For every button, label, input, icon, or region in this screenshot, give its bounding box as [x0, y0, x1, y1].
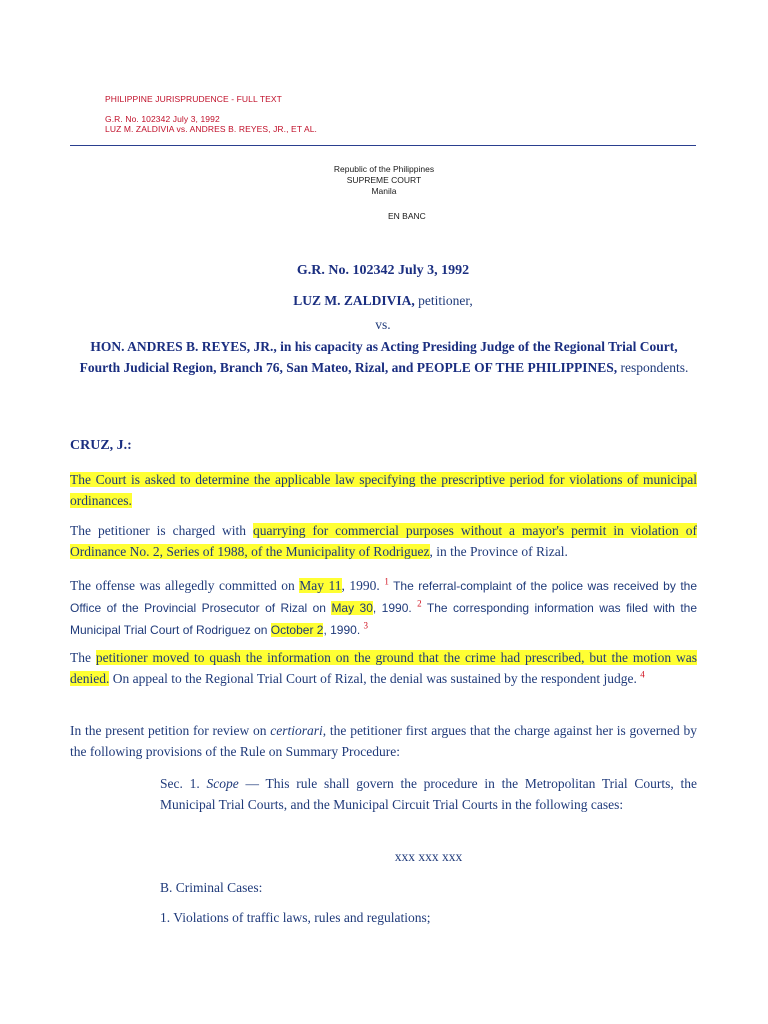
text: , 1990.	[341, 578, 385, 593]
text: — This rule shall govern the procedure in the Metropolitan Trial Courts, the Municipal Trial Courts, and the Municipal Circuit Trial Courts in the following cases:	[160, 776, 698, 812]
text: On appeal to the Regional Trial Court of Rizal, the denial was sustained by the respondent judge.	[109, 671, 641, 686]
petitioner-line	[70, 293, 696, 309]
header-case-title: LUZ M. ZALDIVIA vs. ANDRES B. REYES, JR., ET AL.	[105, 124, 318, 134]
highlight: May 30	[331, 601, 373, 615]
highlight: quarrying for commercial purposes without a mayor's permit in violation of Ordinance No. 2, Series of 1988, of the Municipality of Rodriguez	[70, 523, 697, 559]
republic-line: Republic of the Philippines	[333, 164, 435, 174]
text: The petitioner is charged with	[70, 523, 254, 538]
highlight: petitioner moved to quash the information on the ground that the crime had prescribed, but the motion was denied.	[70, 650, 697, 686]
text: The referral-complaint of the police was received by the Office of the Provincial Prosecutor of Rizal on	[70, 579, 698, 615]
footnote-4-link[interactable]: 4	[640, 669, 645, 680]
paragraph-1	[70, 469, 697, 511]
versus: vs.	[375, 317, 391, 332]
ponente: CRUZ, J.:	[70, 438, 132, 453]
text: , 1990.	[372, 601, 418, 615]
text: The offense was allegedly committed on	[70, 578, 300, 593]
collection-title: PHILIPPINE JURISPRUDENCE - FULL TEXT	[105, 94, 282, 104]
quote-criminal-cases: B. Criminal Cases:	[160, 880, 263, 895]
petitioner-role: petitioner,	[414, 293, 473, 308]
paragraph-5	[70, 720, 697, 762]
division-label: EN BANC	[388, 211, 426, 221]
emphasis: Scope	[206, 776, 239, 791]
emphasis: certiorari	[270, 723, 323, 738]
quote-item-1: 1. Violations of traffic laws, rules and regulations;	[160, 910, 431, 925]
petitioner-name: LUZ M. ZALDIVIA,	[293, 293, 415, 308]
court-name: SUPREME COURT	[346, 175, 422, 185]
text: , in the Province of Rizal.	[429, 544, 568, 559]
header-case-number: G.R. No. 102342 July 3, 1992	[105, 114, 220, 124]
case-number-title: G.R. No. 102342 July 3, 1992	[296, 263, 470, 278]
text: , 1990.	[323, 623, 364, 637]
footnote-1-link[interactable]: 1	[384, 576, 389, 587]
text: Sec. 1.	[160, 776, 207, 791]
respondent-name: HON. ANDRES B. REYES, JR., in his capacity as Acting Presiding Judge of the Regional Trial Court, Fourth Judicial Region, Branch 76, San Mateo, Rizal, and PEOPLE OF THE PHILIPPINES,	[79, 339, 678, 375]
header-divider	[70, 145, 696, 146]
text: , the petitioner first argues that the charge against her is governed by the following provisions of the Rule on Summary Procedure:	[70, 723, 697, 759]
paragraph-3	[70, 575, 697, 641]
text: The	[70, 650, 96, 665]
text: The corresponding information was filed with the Municipal Trial Court of Rodriguez on	[70, 601, 697, 637]
text: In the present petition for review on	[70, 723, 271, 738]
paragraph-4	[70, 647, 697, 689]
court-city: Manila	[371, 186, 397, 196]
paragraph-2	[70, 520, 697, 562]
highlight: October 2	[270, 623, 324, 637]
highlight: May 11	[299, 578, 342, 593]
respondent-role: respondents.	[617, 360, 689, 375]
footnote-2-link[interactable]: 2	[417, 598, 422, 609]
highlight: The Court is asked to determine the applicable law specifying the prescriptive period for violations of municipal ordinances.	[70, 472, 697, 508]
footnote-3-link[interactable]: 3	[363, 620, 368, 631]
respondent-line	[78, 336, 690, 378]
quote-ellipsis: xxx xxx xxx	[394, 849, 463, 864]
quote-scope	[160, 773, 697, 815]
